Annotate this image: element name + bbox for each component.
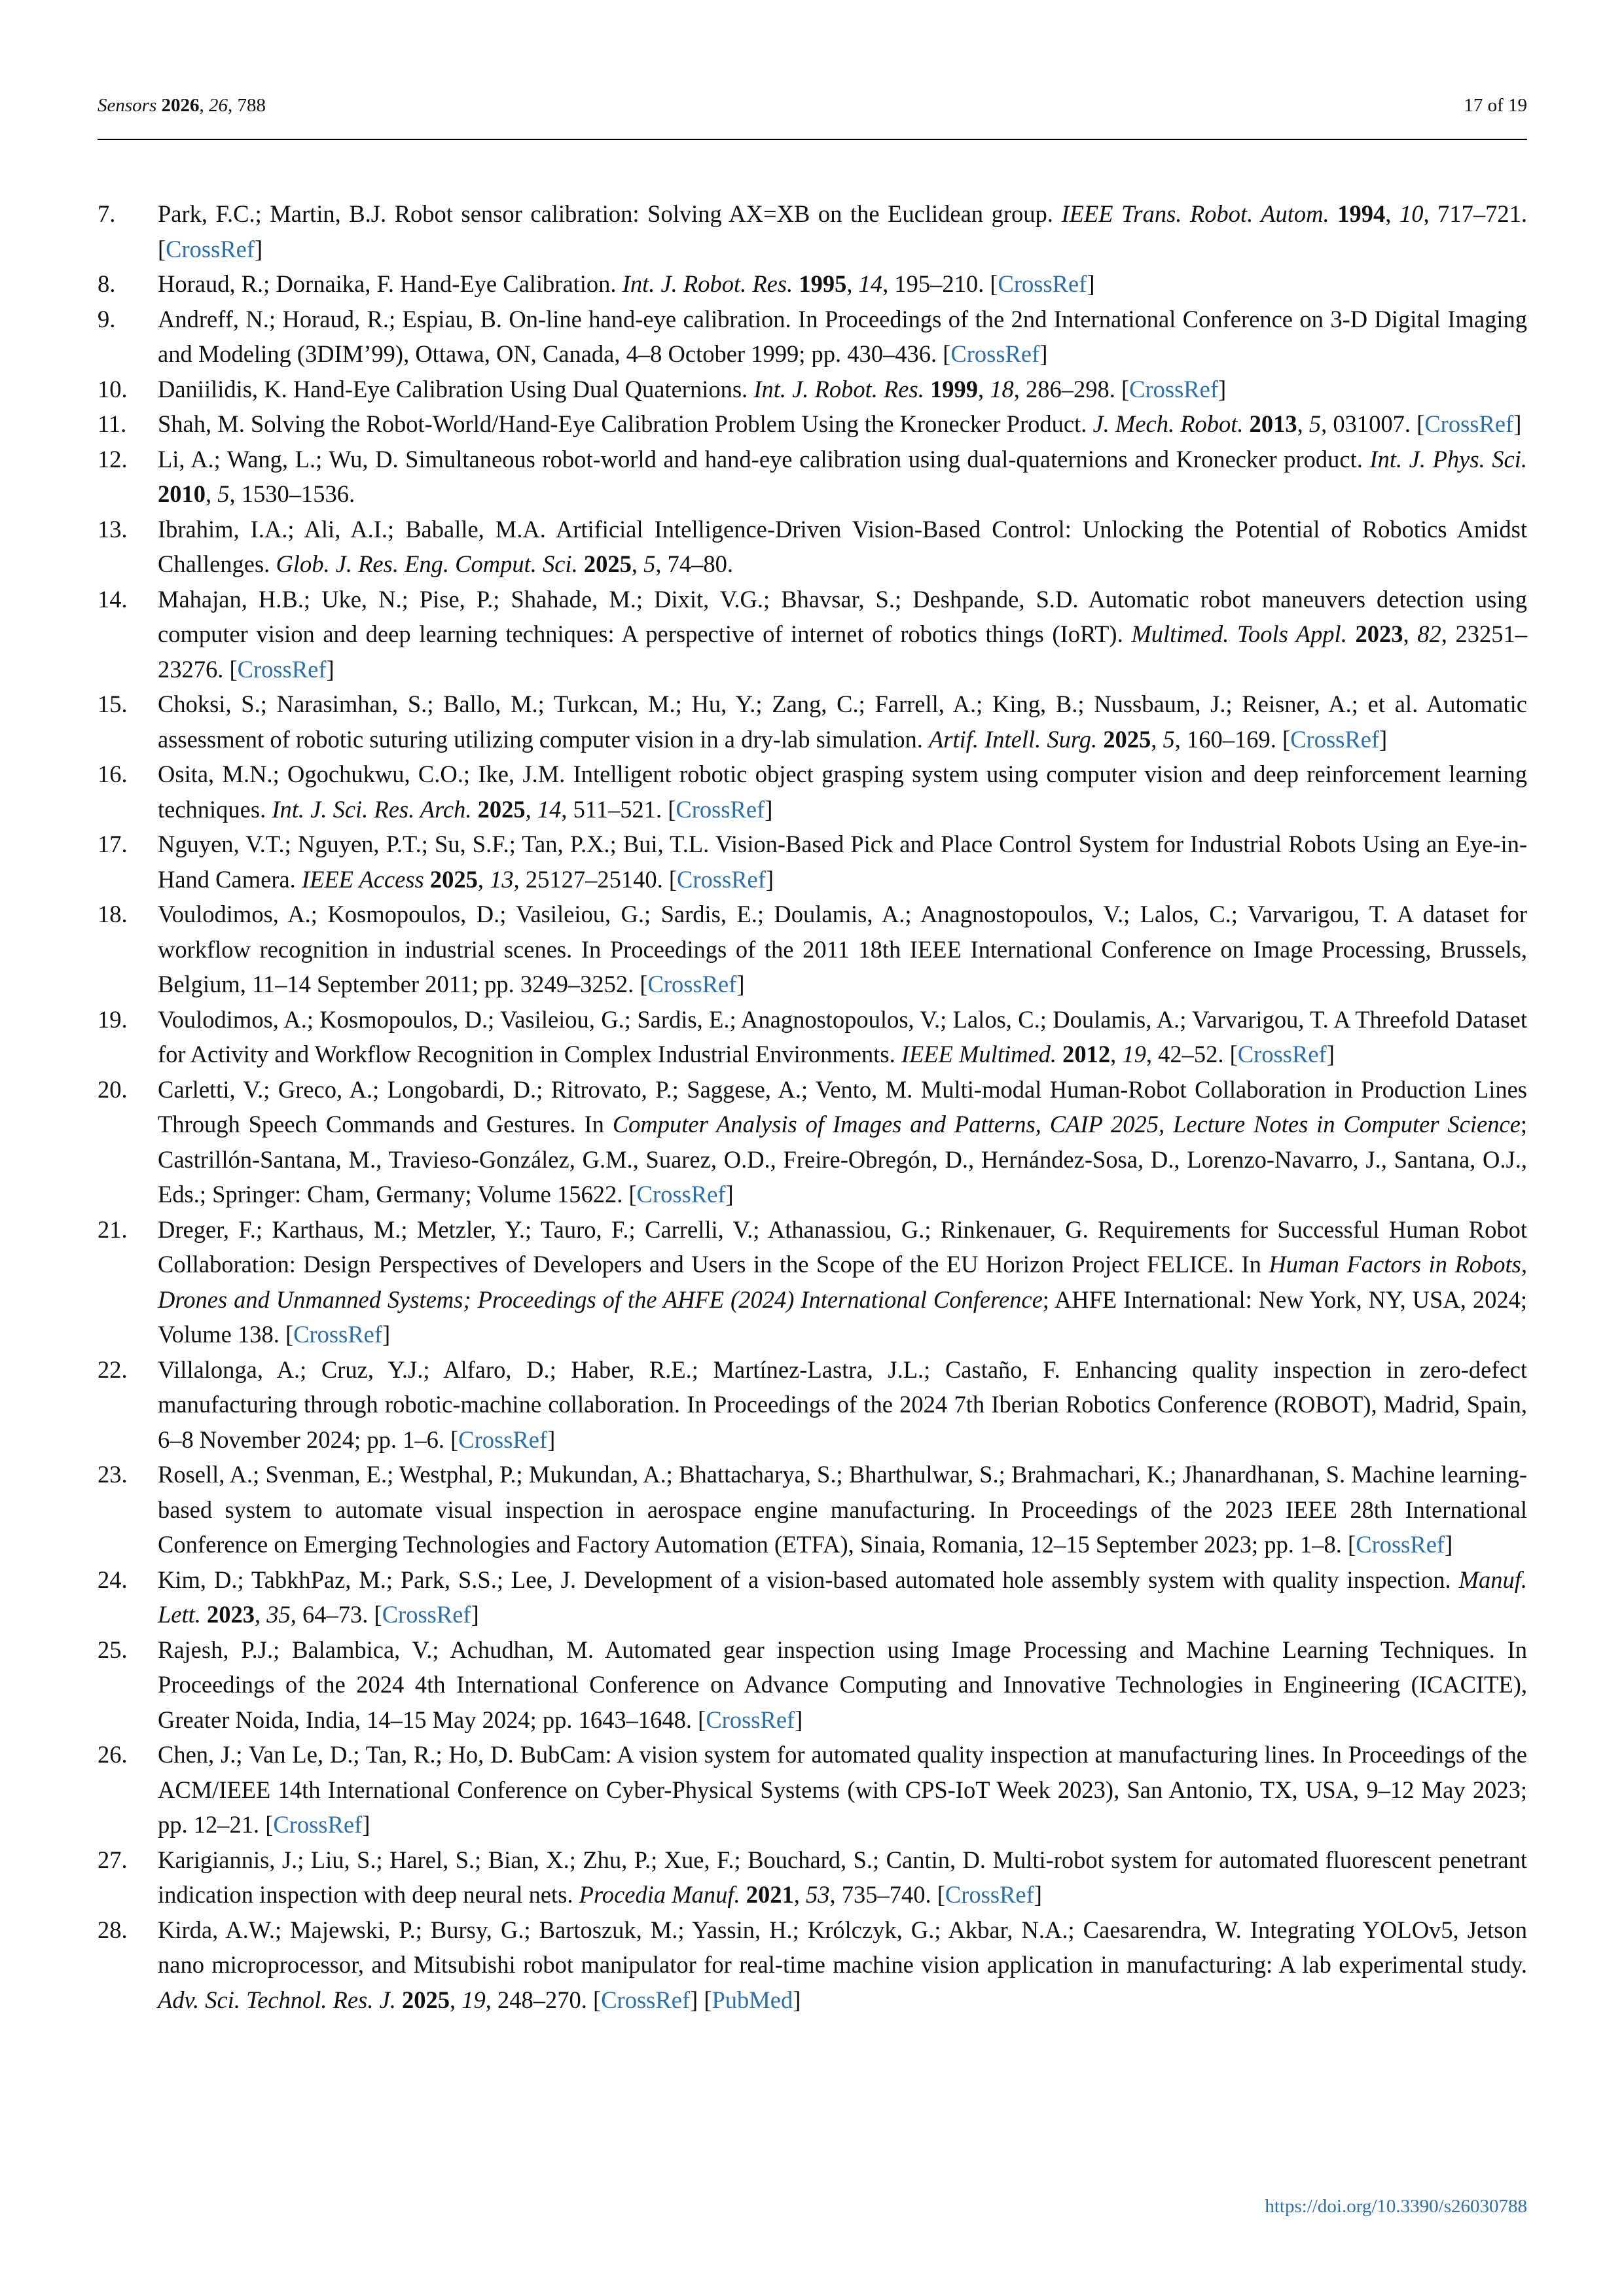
reference-text-segment: , [1110, 1041, 1123, 1067]
article-number: 788 [237, 95, 266, 116]
reference-number: 27. [98, 1846, 128, 1873]
reference-source-title: 14 [537, 795, 562, 823]
reference-text [158, 1741, 1527, 1838]
reference-text-segment: , [477, 865, 490, 893]
reference-text-segment [201, 1601, 207, 1628]
reference-source-title: Adv. Sci. Technol. Res. J. [158, 1986, 396, 2013]
reference-text-segment: ] [1087, 270, 1095, 297]
reference-source-title: 35 [266, 1601, 291, 1628]
reference-year: 2025 [429, 865, 478, 893]
reference-item [98, 582, 1527, 687]
reference-number: 15. [98, 691, 128, 717]
reference-text [158, 306, 1527, 368]
crossref-link[interactable]: CrossRef [1129, 375, 1218, 403]
reference-text-segment: ] [1445, 1531, 1453, 1558]
reference-year: 1995 [799, 270, 847, 297]
reference-year: 2021 [746, 1881, 794, 1908]
reference-source-title: 14 [858, 270, 883, 297]
reference-text-segment: Voulodimos, A.; Kosmopoulos, D.; Vasileiou, G.; Sardis, E.; Anagnostopoulos, V.; Lalos, C.; Doulamis, A.; Varvarigou, T. A Threefold Dataset for Activity and Workflow Recognition in Complex Industrial Environments. [158, 1005, 1527, 1067]
reference-number: 9. [98, 305, 116, 332]
reference-text-segment: Shah, M. Solving the Robot-World/Hand-Eye Calibration Problem Using the Kronecker Product. [158, 410, 1093, 437]
reference-text-segment: , 23251–23276. [ [158, 620, 1527, 683]
reference-text-segment: , 031007. [ [1321, 410, 1425, 437]
reference-number: 8. [98, 270, 116, 297]
reference-text [158, 901, 1527, 997]
reference-text-segment: ] [326, 655, 334, 683]
reference-text-segment: ] [765, 865, 774, 893]
reference-text-segment: ] [1379, 725, 1388, 753]
crossref-link[interactable]: CrossRef [273, 1811, 363, 1838]
reference-item [98, 196, 1527, 266]
crossref-link[interactable]: CrossRef [382, 1601, 471, 1628]
reference-item [98, 1562, 1527, 1632]
reference-text-segment: ; Castrillón-Santana, M., Travieso-González, G.M., Suarez, O.D., Freire-Obregón, D., Hernández-Sosa, D., Lorenzo-Navarro, J., Santana, O.J., Eds.; Springer: Cham, Germany; Volume 15622. [ [158, 1111, 1527, 1208]
reference-text-segment: , 735–740. [ [829, 1881, 945, 1908]
journal-year: 2026 [161, 95, 200, 116]
reference-source-title: 53 [806, 1881, 830, 1908]
reference-year: 2010 [158, 480, 206, 507]
reference-text-segment: Horaud, R.; Dornaika, F. Hand-Eye Calibration. [158, 270, 623, 297]
reference-item [98, 266, 1527, 302]
crossref-link[interactable]: CrossRef [601, 1986, 691, 2013]
reference-text-segment: Osita, M.N.; Ogochukwu, C.O.; Ike, J.M. Intelligent robotic object grasping system using computer vision and deep reinforcement learning techniques. [158, 761, 1527, 823]
reference-number: 13. [98, 515, 128, 543]
reference-item [98, 827, 1527, 897]
reference-number: 28. [98, 1916, 128, 1943]
reference-number: 12. [98, 445, 128, 473]
reference-source-title: Computer Analysis of Images and Patterns, CAIP 2025, Lecture Notes in Computer Science [612, 1111, 1521, 1138]
crossref-link[interactable]: CrossRef [945, 1881, 1034, 1908]
reference-text-segment: Kirda, A.W.; Majewski, P.; Bursy, G.; Bartoszuk, M.; Yassin, H.; Królczyk, G.; Akbar, N.A.; Caesarendra, W. Integrating YOLOv5, Jetson nano microprocessor, and Mitsubishi robot manipulator for real-time machine vision application in manufacturing: A lab experimental study. [158, 1916, 1527, 1978]
reference-year: 2013 [1249, 410, 1297, 437]
reference-source-title: 5 [217, 480, 230, 507]
reference-number: 17. [98, 831, 128, 857]
reference-text [158, 516, 1527, 578]
reference-item [98, 372, 1527, 407]
reference-text-segment: , [206, 480, 218, 507]
reference-text-segment [471, 796, 477, 823]
reference-number: 21. [98, 1215, 128, 1243]
reference-text-segment: ] [1513, 410, 1522, 437]
reference-text-segment: Voulodimos, A.; Kosmopoulos, D.; Vasileiou, G.; Sardis, E.; Doulamis, A.; Anagnostopoulos, V.; Lalos, C.; Varvarigou, T. A dataset for workflow recognition in industrial scenes. In Proceedings of the 2011 18th IEEE International Conference on Image Processing, Brussels, Belgium, 11–14 September 2011; pp. 3249–3252. [ [158, 901, 1527, 997]
reference-text-segment: , [1151, 725, 1163, 753]
crossref-link[interactable]: CrossRef [1290, 725, 1380, 753]
page-header [98, 0, 1527, 140]
reference-text-segment: Andreff, N.; Horaud, R.; Espiau, B. On-line hand-eye calibration. In Proceedings of the 2nd International Conference on 3-D Digital Imaging and Modeling (3DIM’99), Ottawa, ON, Canada, 4–8 October 1999; pp. 430–436. [ [158, 305, 1527, 367]
reference-year: 2023 [207, 1601, 255, 1628]
journal-citation: Sensors 2026, 26, 788 [98, 95, 266, 116]
reference-text-segment: ] [255, 235, 263, 262]
reference-source-title: Glob. J. Res. Eng. Comput. Sci. [276, 550, 578, 577]
reference-item [98, 406, 1527, 442]
crossref-link[interactable]: CrossRef [458, 1426, 548, 1453]
crossref-link[interactable]: CrossRef [293, 1321, 383, 1348]
reference-number: 7. [98, 200, 116, 227]
reference-text [158, 1916, 1527, 2013]
reference-source-title: Procedia Manuf. [579, 1881, 740, 1908]
reference-number: 10. [98, 375, 128, 403]
reference-text [158, 270, 1095, 297]
reference-text [158, 1566, 1527, 1628]
doi-link[interactable]: https://doi.org/10.3390/s26030788 [1265, 2196, 1527, 2217]
reference-text-segment [1329, 200, 1338, 227]
crossref-link[interactable]: CrossRef [237, 655, 327, 683]
reference-text-segment [424, 866, 430, 893]
crossref-link[interactable]: CrossRef [1424, 410, 1514, 437]
reference-text [158, 1846, 1527, 1909]
reference-number: 22. [98, 1355, 128, 1383]
reference-item [98, 442, 1527, 512]
reference-number: 14. [98, 585, 128, 613]
reference-item [98, 302, 1527, 372]
reference-text [158, 200, 1527, 262]
reference-text [158, 1356, 1527, 1453]
reference-source-title: IEEE Multimed. [901, 1041, 1057, 1067]
reference-number: 24. [98, 1566, 128, 1593]
reference-text-segment: ] [362, 1811, 370, 1838]
reference-text-segment: Rajesh, P.J.; Balambica, V.; Achudhan, M. Automated gear inspection using Image Processing and Machine Learning Techniques. In Proceedings of the 2024 4th International Conference on Advance Computing and Innovative Technologies in Engineering (ICACITE), Greater Noida, India, 14–15 May 2024; pp. 1643–1648. [ [158, 1636, 1527, 1733]
reference-item [98, 897, 1527, 1002]
reference-source-title: 5 [1163, 725, 1175, 753]
reference-source-title: 19 [1122, 1041, 1146, 1067]
crossref-link[interactable]: CrossRef [647, 971, 737, 997]
reference-year: 2025 [477, 795, 526, 823]
reference-source-title: Int. J. Robot. Res. [622, 270, 793, 297]
reference-source-title: Int. J. Robot. Res. [753, 375, 924, 403]
reference-source-title: 13 [490, 865, 514, 893]
reference-list [98, 196, 1527, 2017]
reference-text-segment: ] [1326, 1041, 1335, 1067]
reference-item [98, 1632, 1527, 1738]
reference-text-segment: Nguyen, V.T.; Nguyen, P.T.; Su, S.F.; Tan, P.X.; Bui, T.L. Vision-Based Pick and Place Control System for Industrial Robots Using an Eye-in-Hand Camera. [158, 831, 1527, 893]
reference-number: 11. [98, 410, 127, 437]
reference-source-title: Int. J. Sci. Res. Arch. [272, 795, 472, 823]
reference-text-segment: Daniilidis, K. Hand-Eye Calibration Using Dual Quaternions. [158, 375, 754, 403]
reference-text-segment: Mahajan, H.B.; Uke, N.; Pise, P.; Shahade, M.; Dixit, V.G.; Bhavsar, S.; Deshpande, S.D. Automatic robot maneuvers detection using computer vision and deep learning techniques: A perspective of internet of robotics things (IoRT). [158, 585, 1527, 647]
reference-text-segment: Li, A.; Wang, L.; Wu, D. Simultaneous robot-world and hand-eye calibration using dual-quaternions and Kronecker product. [158, 445, 1370, 473]
reference-text [158, 691, 1527, 753]
reference-item [98, 1352, 1527, 1458]
reference-item [98, 687, 1527, 757]
reference-source-title: Manuf. Lett. [158, 1566, 1527, 1628]
reference-text-segment: Park, F.C.; Martin, B.J. Robot sensor calibration: Solving AX=XB on the Euclidean group. [158, 200, 1062, 227]
reference-text-segment: Karigiannis, J.; Liu, S.; Harel, S.; Bian, X.; Zhu, P.; Xue, F.; Bouchard, S.; Cantin, D. Multi-robot system for automated fluorescent penetrant indication inspection with deep neural nets. [158, 1846, 1527, 1908]
reference-number: 25. [98, 1636, 128, 1663]
reference-number: 20. [98, 1075, 128, 1103]
reference-source-title: 5 [1308, 410, 1322, 437]
reference-text-segment [1097, 726, 1103, 753]
reference-text-segment [1056, 1041, 1062, 1067]
pubmed-link[interactable]: PubMed [712, 1986, 793, 2013]
reference-year: 2012 [1062, 1041, 1111, 1067]
reference-text-segment: ] [725, 1181, 734, 1208]
reference-text-segment: Dreger, F.; Karthaus, M.; Metzler, Y.; Tauro, F.; Carrelli, V.; Athanassiou, G.; Rinkenauer, G. Requirements for Successful Human Robot Collaboration: Design Perspectives of Developers and Users in the Scope of the EU Horizon Project FELICE. In [158, 1215, 1527, 1278]
reference-text-segment: , [977, 375, 990, 403]
reference-source-title: Int. J. Phys. Sci. [1369, 445, 1527, 473]
reference-text-segment: ] [ [690, 1986, 712, 2013]
reference-text-segment: , 195–210. [ [882, 270, 998, 297]
reference-text-segment: ] [736, 971, 745, 997]
reference-text [158, 1636, 1527, 1733]
reference-text-segment: Chen, J.; Van Le, D.; Tan, R.; Ho, D. BubCam: A vision system for automated quality inspection at manufacturing lines. In Proceedings of the ACM/IEEE 14th International Conference on Cyber-Physical Systems (with CPS-IoT Week 2023), San Antonio, TX, USA, 9–12 May 2023; pp. 12–21. [ [158, 1741, 1527, 1838]
reference-text [158, 761, 1527, 823]
reference-item [98, 1912, 1527, 2018]
reference-text-segment [1244, 410, 1250, 437]
crossref-link[interactable]: CrossRef [166, 235, 255, 262]
reference-text-segment: ] [471, 1601, 479, 1628]
reference-year: 1999 [929, 375, 978, 403]
reference-source-title: J. Mech. Robot. [1092, 410, 1244, 437]
reference-text [158, 1076, 1527, 1208]
reference-text-segment: Ibrahim, I.A.; Ali, A.I.; Baballe, M.A. Artificial Intelligence-Driven Vision-Based Control: Unlocking the Potential of Robotics Amidst Challenges. [158, 515, 1527, 577]
reference-text [158, 1006, 1527, 1068]
crossref-link[interactable]: CrossRef [1356, 1531, 1445, 1558]
reference-text-segment: Carletti, V.; Greco, A.; Longobardi, D.; Ritrovato, P.; Saggese, A.; Vento, M. Multi-modal Human-Robot Collaboration in Production Lines Through Speech Commands and Gestures. In [158, 1075, 1527, 1138]
reference-source-title: Multimed. Tools Appl. [1131, 620, 1347, 647]
reference-number: 16. [98, 761, 128, 787]
reference-text-segment: ] [793, 1986, 801, 2013]
reference-item [98, 512, 1527, 582]
reference-text-segment: ] [1218, 375, 1227, 403]
reference-number: 23. [98, 1461, 128, 1488]
reference-text [158, 831, 1527, 893]
reference-text [158, 1461, 1527, 1558]
reference-text-segment: , 286–298. [ [1013, 375, 1130, 403]
crossref-link[interactable]: CrossRef [998, 270, 1087, 297]
reference-source-title: 18 [990, 375, 1014, 403]
reference-text [158, 586, 1527, 683]
crossref-link[interactable]: CrossRef [677, 865, 766, 893]
reference-source-title: 5 [643, 550, 656, 577]
page-number: 17 of 19 [1464, 95, 1527, 116]
reference-text-segment: , 717–721. [ [158, 200, 1528, 262]
reference-text-segment: ] [1034, 1881, 1042, 1908]
reference-text-segment: , 1530–1536. [229, 480, 355, 507]
reference-source-title: 10 [1399, 200, 1424, 227]
reference-number: 19. [98, 1005, 128, 1033]
reference-text-segment: ] [795, 1706, 803, 1733]
reference-source-title: 19 [461, 1986, 486, 2013]
reference-year: 2025 [1103, 725, 1151, 753]
reference-item [98, 1842, 1527, 1912]
reference-source-title: 82 [1417, 620, 1441, 647]
reference-text-segment: ] [547, 1426, 556, 1453]
reference-item [98, 757, 1527, 827]
journal-name: Sensors [98, 95, 157, 116]
crossref-link[interactable]: CrossRef [676, 795, 765, 823]
reference-text-segment: , [631, 550, 644, 577]
crossref-link[interactable]: CrossRef [950, 340, 1040, 367]
reference-item [98, 1002, 1527, 1072]
reference-number: 26. [98, 1741, 128, 1768]
reference-year: 2025 [583, 550, 632, 577]
reference-text-segment: , 248–270. [ [485, 1986, 602, 2013]
reference-text-segment: , 25127–25140. [ [513, 865, 677, 893]
reference-item [98, 1457, 1527, 1562]
reference-text-segment: , [846, 270, 859, 297]
reference-text-segment [793, 270, 799, 297]
reference-text-segment: ] [382, 1321, 391, 1348]
reference-text-segment: , [255, 1601, 267, 1628]
reference-text-segment: , [1385, 200, 1399, 227]
reference-text-segment [578, 550, 584, 577]
reference-source-title: IEEE Access [301, 865, 424, 893]
reference-year: 1994 [1337, 200, 1386, 227]
reference-text [158, 446, 1527, 508]
reference-text-segment [396, 1986, 402, 2013]
reference-year: 2023 [1355, 620, 1403, 647]
reference-text-segment: , 64–73. [ [290, 1601, 382, 1628]
reference-text-segment: , 511–521. [ [561, 795, 676, 823]
reference-text [158, 376, 1226, 403]
reference-text-segment: , 42–52. [ [1146, 1041, 1238, 1067]
reference-source-title: Human Factors in Robots, Drones and Unmanned Systems; Proceedings of the AHFE (2024) International Conference [158, 1251, 1528, 1313]
reference-text-segment [924, 376, 930, 403]
reference-text-segment: , [525, 795, 537, 823]
reference-text-segment: , 74–80. [655, 550, 733, 577]
reference-text-segment: , [1297, 410, 1309, 437]
reference-year: 2025 [402, 1986, 450, 2013]
reference-item [98, 1072, 1527, 1212]
reference-text-segment [740, 1881, 746, 1908]
reference-text-segment [1347, 620, 1356, 647]
reference-text [158, 410, 1521, 437]
journal-volume: 26 [208, 95, 228, 116]
reference-text-segment: ; AHFE International: New York, NY, USA, 2024; Volume 138. [ [158, 1285, 1527, 1348]
reference-text-segment: , [450, 1986, 462, 2013]
reference-text [158, 1216, 1527, 1348]
reference-text-segment: Choksi, S.; Narasimhan, S.; Ballo, M.; Turkcan, M.; Hu, Y.; Zang, C.; Farrell, A.; King, B.; Nussbaum, J.; Reisner, A.; et al. Automatic assessment of robotic suturing utilizing computer vision in a dry-lab simulation. [158, 691, 1527, 753]
crossref-link[interactable]: CrossRef [1237, 1041, 1327, 1067]
reference-source-title: IEEE Trans. Robot. Autom. [1061, 200, 1329, 227]
crossref-link[interactable]: CrossRef [636, 1181, 726, 1208]
reference-text-segment: , 160–169. [ [1174, 725, 1291, 753]
reference-text-segment: Rosell, A.; Svenman, E.; Westphal, P.; Mukundan, A.; Bhattacharya, S.; Bharthulwar, S.; Brahmachari, K.; Jhanardhanan, S. Machine learning-based system to automate visual inspection in aerospace engine manufacturing. In Proceedings of the 2023 IEEE 28th International Conference on Emerging Technologies and Factory Automation (ETFA), Sinaia, Romania, 12–15 September 2023; pp. 1–8. [ [158, 1461, 1527, 1558]
reference-text-segment: ] [765, 795, 773, 823]
reference-text-segment: , [1403, 620, 1418, 647]
reference-source-title: Artif. Intell. Surg. [928, 725, 1098, 753]
reference-text-segment: Kim, D.; TabkhPaz, M.; Park, S.S.; Lee, J. Development of a vision-based automated hole assembly system with quality inspection. [158, 1566, 1459, 1593]
reference-text-segment: Villalonga, A.; Cruz, Y.J.; Alfaro, D.; Haber, R.E.; Martínez-Lastra, J.L.; Castaño, F. Enhancing quality inspection in zero-defect manufacturing through robotic-machine collaboration. In Proceedings of the 2024 7th Iberian Robotics Conference (ROBOT), Madrid, Spain, 6–8 November 2024; pp. 1–6. [ [158, 1355, 1527, 1453]
reference-text-segment: , [793, 1881, 806, 1908]
reference-item [98, 1212, 1527, 1352]
reference-text-segment: ] [1039, 340, 1048, 367]
crossref-link[interactable]: CrossRef [706, 1706, 795, 1733]
reference-number: 18. [98, 901, 128, 927]
reference-item [98, 1737, 1527, 1842]
